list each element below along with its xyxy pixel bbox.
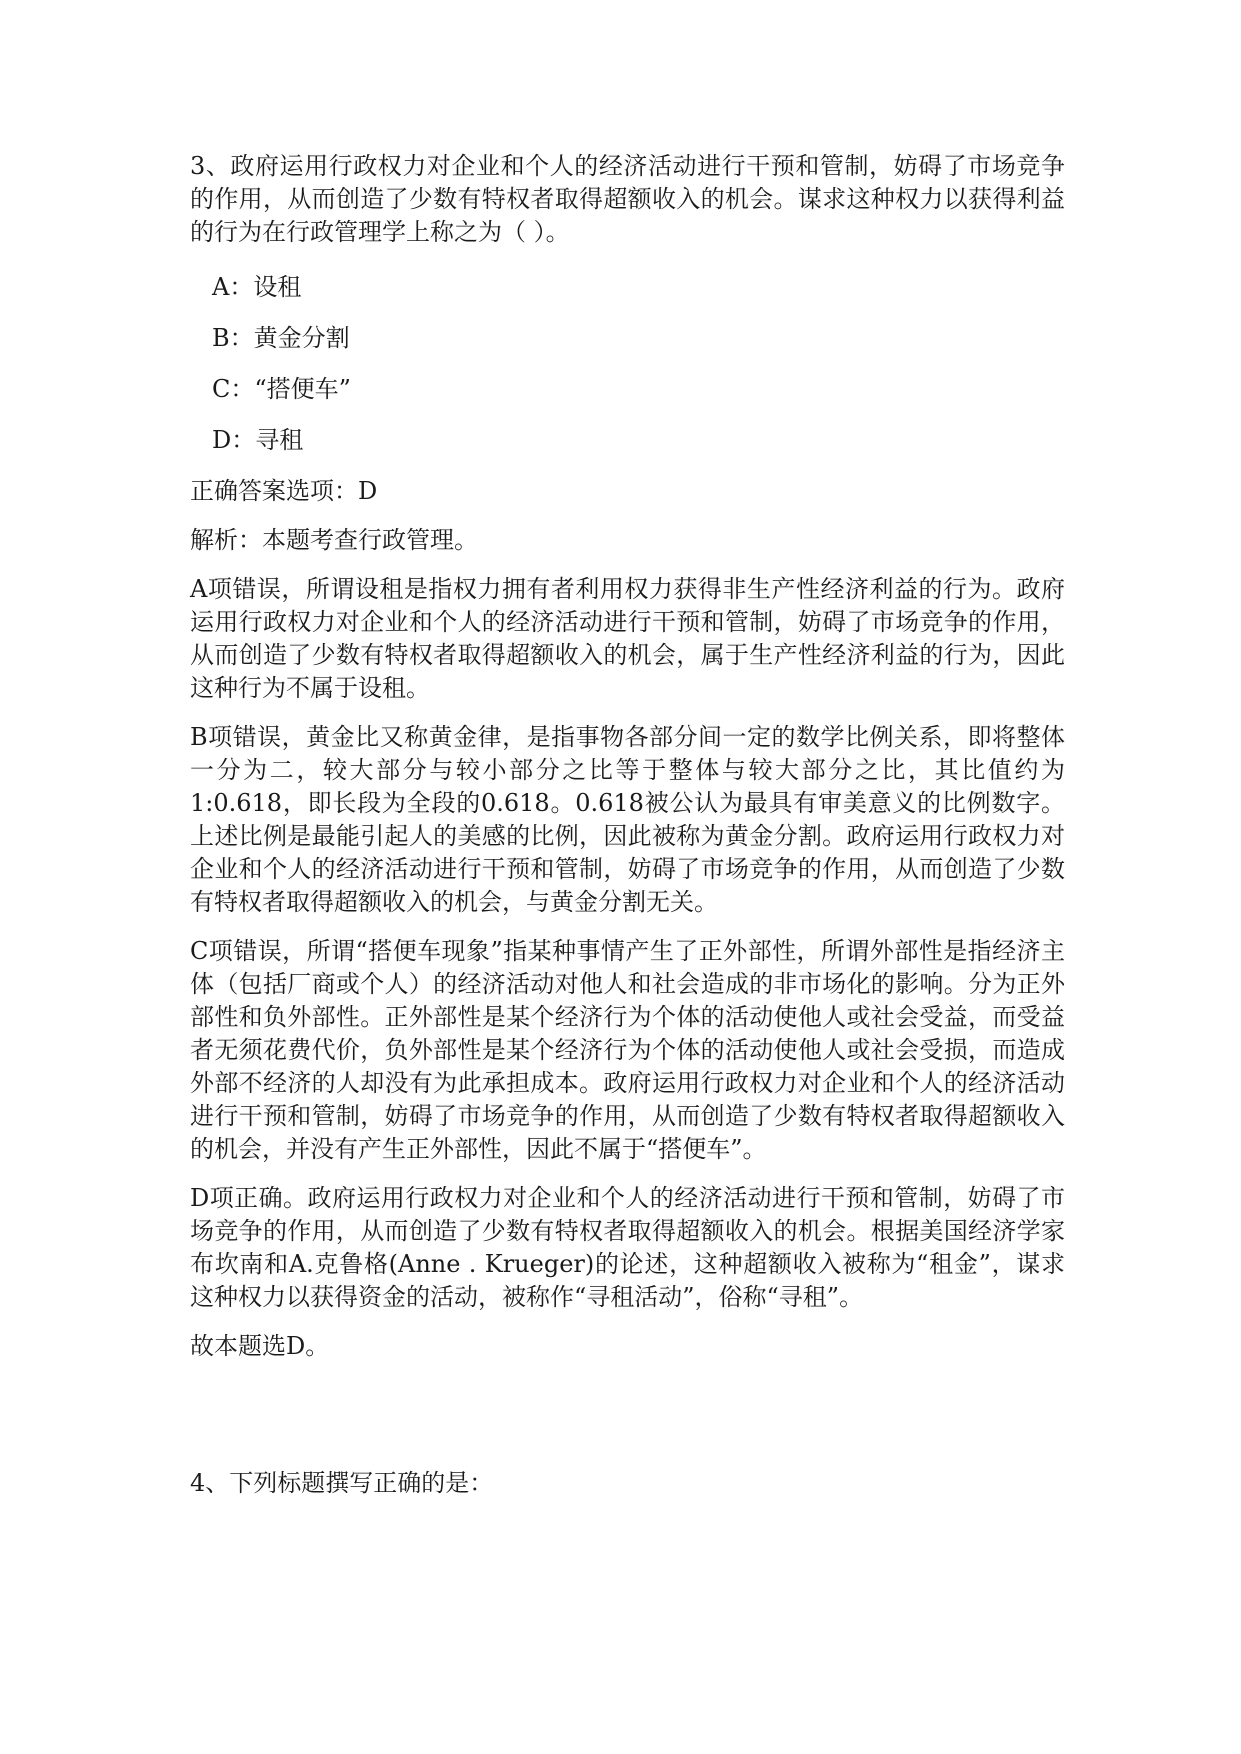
correct-answer: 正确答案选项：D bbox=[190, 477, 378, 505]
explanation-d: D项正确。政府运用行政权力对企业和个人的经济活动进行干预和管制，妨碍了市场竞争的作用，从而创造了少数有特权者取得超额收入的机会。根据美国经济学家布坎南和A.克鲁格(Anne . Krueger)的论述，这种超额收入被称为“租金”，谋求这种权力以获得资金的活动，被称作“寻租活动”，俗称“寻租”。 bbox=[190, 1184, 1065, 1311]
explanation-c: C项错误，所谓“搭便车现象”指某种事情产生了正外部性，所谓外部性是指经济主体（包括厂商或个人）的经济活动对他人和社会造成的非市场化的影响。分为正外部性和负外部性。正外部性是某个经济行为个体的活动使他人或社会受益，而受益者无须花费代价，负外部性是某个经济行为个体的活动使他人或社会受损，而造成外部不经济的人却没有为此承担成本。政府运用行政权力对企业和个人的经济活动进行干预和管制，妨碍了市场竞争的作用，从而创造了少数有特权者取得超额收入的机会，并没有产生正外部性，因此不属于“搭便车”。 bbox=[190, 937, 1065, 1163]
option-a: A：设租 bbox=[212, 273, 302, 301]
question-4-stem: 4、下列标题撰写正确的是： bbox=[190, 1469, 494, 1497]
question-3-stem: 3、政府运用行政权力对企业和个人的经济活动进行干预和管制，妨碍了市场竞争的作用，从而创造了少数有特权者取得超额收入的机会。谋求这种权力以获得利益的行为在行政管理学上称之为（ ）。 bbox=[190, 152, 1065, 246]
conclusion: 故本题选D。 bbox=[190, 1332, 330, 1360]
option-d: D：寻租 bbox=[212, 426, 304, 454]
document-page bbox=[190, 150, 1065, 1522]
explanation-b: B项错误，黄金比又称黄金律，是指事物各部分间一定的数学比例关系，即将整体一分为二，较大部分与较小部分之比等于整体与较大部分之比，其比值约为1:0.618，即长段为全段的0.618。0.618被公认为最具有审美意义的比例数字。上述比例是最能引起人的美感的比例，因此被称为黄金分割。政府运用行政权力对企业和个人的经济活动进行干预和管制，妨碍了市场竞争的作用，从而创造了少数有特权者取得超额收入的机会，与黄金分割无关。 bbox=[190, 723, 1065, 916]
question-3-options bbox=[212, 271, 1065, 457]
explanation-a: A项错误，所谓设租是指权力拥有者利用权力获得非生产性经济利益的行为。政府运用行政权力对企业和个人的经济活动进行干预和管制，妨碍了市场竞争的作用，从而创造了少数有特权者取得超额收入的机会，属于生产性经济利益的行为，因此这种行为不属于设租。 bbox=[190, 575, 1065, 702]
analysis-intro: 解析：本题考查行政管理。 bbox=[190, 526, 478, 554]
option-b: B：黄金分割 bbox=[212, 324, 350, 352]
option-c: C：“搭便车” bbox=[212, 375, 351, 403]
